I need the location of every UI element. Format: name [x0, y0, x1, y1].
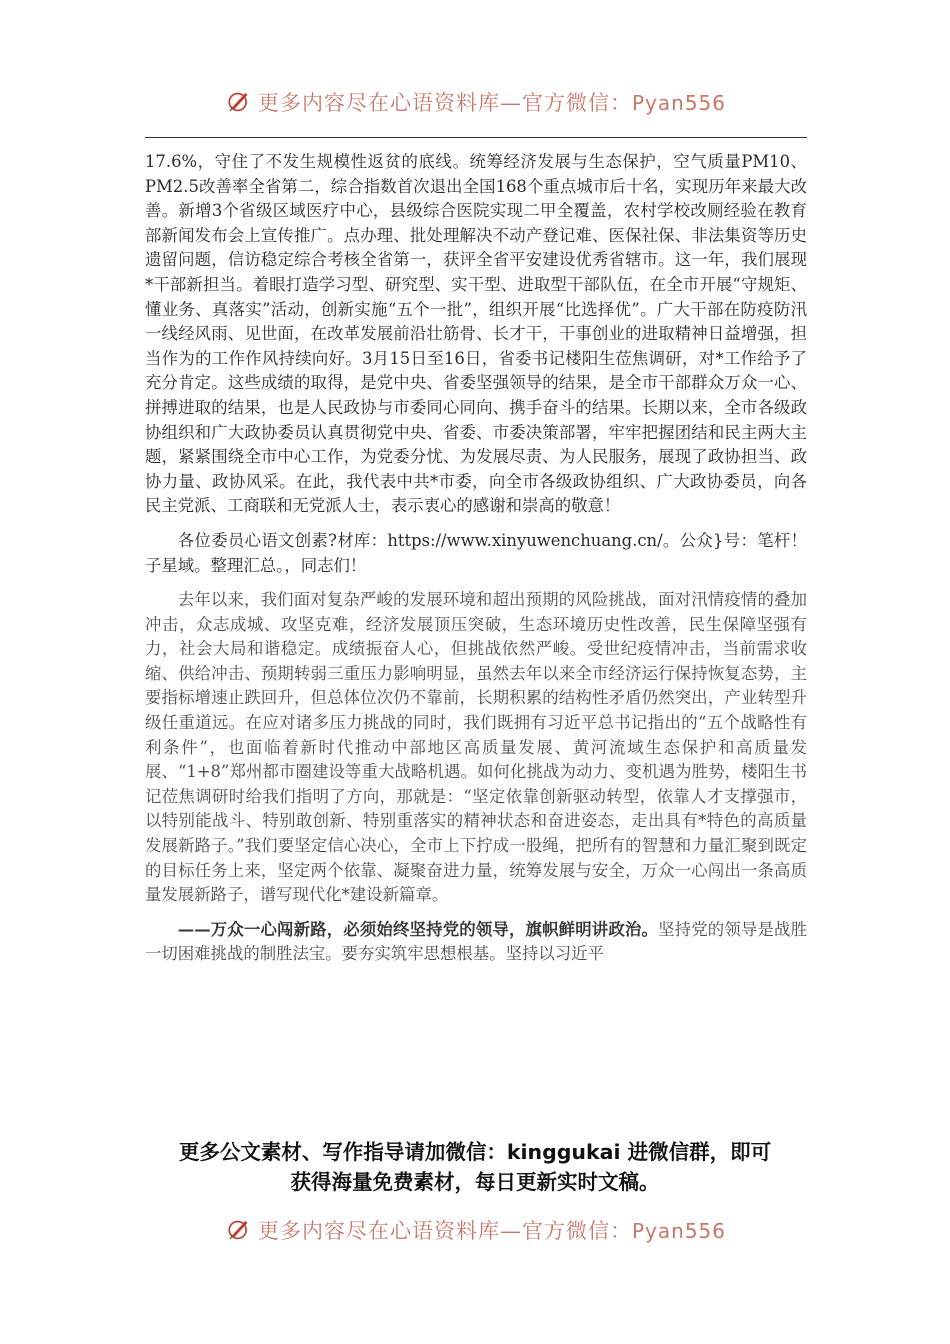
promo-line-2: 获得海量免费素材，每日更新实时文稿。	[290, 1170, 660, 1194]
promo-banner	[100, 1137, 850, 1197]
footer-text	[258, 1215, 726, 1245]
paragraph-3: 去年以来，我们面对复杂严峻的发展环境和超出预期的风险挑战，面对汛情疫情的叠加冲击，众志成城、攻坚克难，经济发展顶压突破，生态环境历史性改善，民生保障坚强有力，社会大局和谐稳定。成绩振奋人心，但挑战依然严峻。受世纪疫情冲击，当前需求收缩、供给冲击、预期转弱三重压力影响明显，虽然去年以来全市经济运行保持恢复态势，主要指标增速止跌回升，但总体位次仍不靠前，长期积累的结构性矛盾仍然突出，产业转型升级任重道远。在应对诸多压力挑战的同时，我们既拥有习近平总书记指出的“五个战略性有利条件”，也面临着新时代推动中部地区高质量发展、黄河流域生态保护和高质量发展、“1+8”郑州都市圈建设等重大战略机遇。如何化挑战为动力、变机遇为胜势，楼阳生书记莅焦调研时给我们指明了方向，那就是：“坚定依靠创新驱动转型，依靠人才支撑强市，以特别能战斗、特别敢创新、特别重落实的精神状态和奋进姿态，走出具有*特色的高质量发展新路子。”我们要坚定信心决心，全市上下拧成一股绳，把所有的智慧和力量汇聚到既定的目标任务上来，坚定两个依靠、凝聚奋进力量，统筹发展与安全，万众一心闯出一条高质量发展新路子，谱写现代化*建设新篇章。	[145, 590, 807, 905]
header-divider	[145, 137, 807, 138]
page-header-watermark	[226, 82, 726, 122]
header-wechat-id: Pyan556	[631, 91, 726, 115]
paragraph-4	[145, 918, 807, 967]
document-body	[145, 150, 807, 977]
footer-wechat-id: Pyan556	[631, 1219, 726, 1243]
paragraph-4-text: 坚持党的领导是战胜一切困难挑战的制胜法宝。要夯实筑牢思想根基。坚持以习近平	[145, 919, 808, 964]
paragraph-4-heading: ——万众一心闯新路，必须始终坚持党的领导，旗帜鲜明讲政治。	[177, 919, 659, 939]
quill-logo-icon	[226, 83, 252, 121]
footer-label: 更多内容尽在心语资料库—官方微信：	[257, 1219, 632, 1243]
promo-line-1: 更多公文素材、写作指导请加微信：kinggukai 进微信群，即可	[178, 1140, 772, 1164]
quill-logo-icon	[226, 1211, 252, 1249]
header-text	[258, 87, 726, 117]
paragraph-1: 17.6%，守住了不发生规模性返贫的底线。统筹经济发展与生态保护，空气质量PM10、PM2.5改善率全省第二，综合指数首次退出全国168个重点城市后十名，实现历年来最大改善。新增3个省级区域医疗中心，县级综合医院实现二甲全覆盖，农村学校改厕经验在教育部新闻发布会上宣传推广。点办理、批处理解决不动产登记难、医保社保、非法集资等历史遗留问题，信访稳定综合考核全省第一，获评全省平安建设优秀省辖市。这一年，我们展现*干部新担当。着眼打造学习型、研究型、实干型、进取型干部队伍，在全市开展“守规矩、懂业务、真落实”活动，创新实施“五个一批”，组织开展“比选择优”。广大干部在防疫防汛一线经风雨、见世面，在改革发展前沿壮筋骨、长才干，干事创业的进取精神日益增强，担当作为的工作作风持续向好。3月15日至16日，省委书记楼阳生莅焦调研，对*工作给予了充分肯定。这些成绩的取得，是党中央、省委坚强领导的结果，是全市干部群众万众一心、拼搏进取的结果，也是人民政协与市委同心同向、携手奋斗的结果。长期以来，全市各级政协组织和广大政协委员认真贯彻党中央、省委、市委决策部署，牢牢把握团结和民主两大主题，紧紧围绕全市中心工作，为党委分忧、为发展尽责、为人民服务，展现了政协担当、政协力量、政协风采。在此，我代表中共*市委，向全市各级政协组织、广大政协委员，向各民主党派、工商联和无党派人士，表示衷心的感谢和崇高的敬意！	[145, 152, 807, 516]
page-footer-watermark	[226, 1210, 726, 1250]
paragraph-2: 各位委员心语文创素?材库：https://www.xinyuwenchuang.cn/。公众}号：笔杆！子星域。整理汇总。，同志们！	[145, 530, 807, 575]
header-label: 更多内容尽在心语资料库—官方微信：	[257, 91, 632, 115]
